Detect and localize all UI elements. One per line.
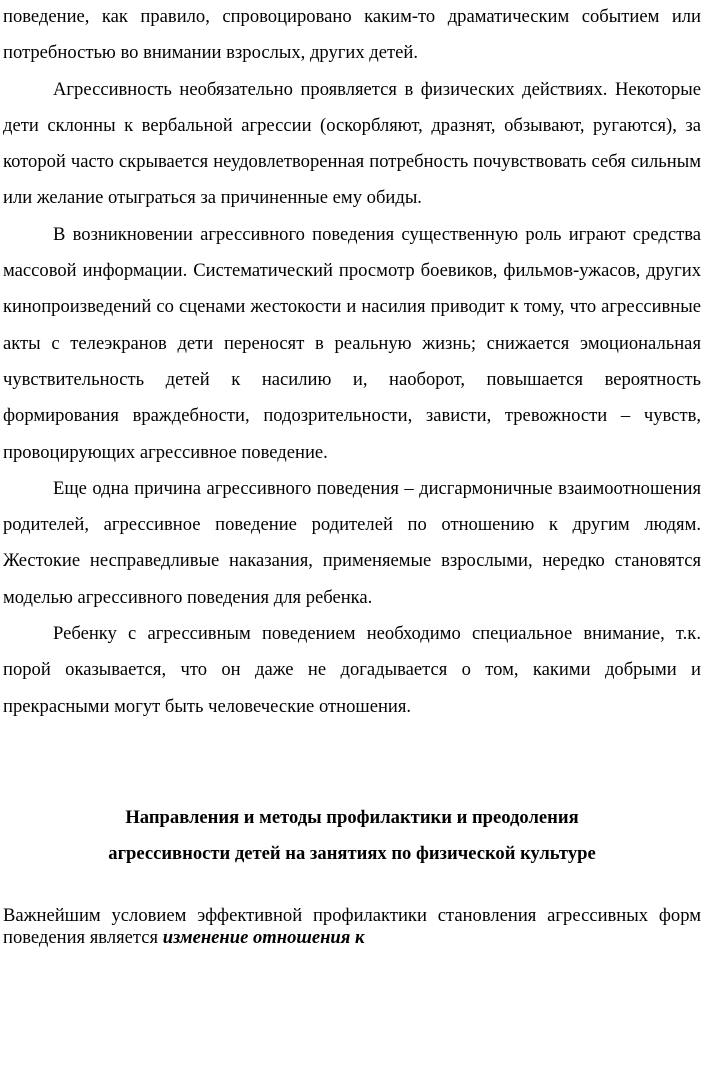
paragraph-4: Еще одна причина агрессивного поведения – дисгармоничные взаимоотношения родителей, агрессивное поведение родителей по отношению к другим людям. Жестокие несправедливые наказания, применяемые взрослыми, нередко становятся моделью агрессивного поведения для ребенка. (3, 477, 701, 608)
section-heading (3, 800, 701, 872)
paragraph-3: В возникновении агрессивного поведения существенную роль играют средства массовой информации. Систематический просмотр боевиков, фильмов-ужасов, других кинопроизведений со сценами жестокости и насилия приводит к тому, что агрессивные акты с телеэкранов дети переносят в реальную жизнь; снижается эмоциональная чувствительность детей к насилию и, наоборот, повышается вероятность формирования враждебности, подозрительности, зависти, тревожности – чувств, провоцирующих агрессивное поведение. (3, 223, 701, 463)
paragraph-6-emphasis: изменение отношения к (162, 926, 365, 948)
paragraph-2: Агрессивность необязательно проявляется в физических действиях. Некоторые дети склонны к вербальной агрессии (оскорбляют, дразнят, обзывают, ругаются), за которой часто скрывается неудовлетворенная потребность почувствовать себя сильным или желание отыграться за причиненные ему обиды. (3, 78, 701, 209)
paragraph-5: Ребенку с агрессивным поведением необходимо специальное внимание, т.к. порой оказывается, что он даже не догадывается о том, какими добрыми и прекрасными могут быть человеческие отношения. (3, 623, 701, 717)
document-page (3, 0, 701, 949)
section-heading-line-2: агрессивности детей на занятиях по физической культуре (108, 842, 596, 864)
paragraph-6 (3, 905, 701, 949)
paragraph-6-text: Важнейшим условием эффективной профилактики становления агрессивных форм поведения является (3, 904, 701, 948)
section-heading-line-1: Направления и методы профилактики и преодоления (125, 806, 579, 828)
paragraph-1: поведение, как правило, спровоцировано каким-то драматическим событием или потребностью во внимании взрослых, других детей. (3, 6, 701, 64)
